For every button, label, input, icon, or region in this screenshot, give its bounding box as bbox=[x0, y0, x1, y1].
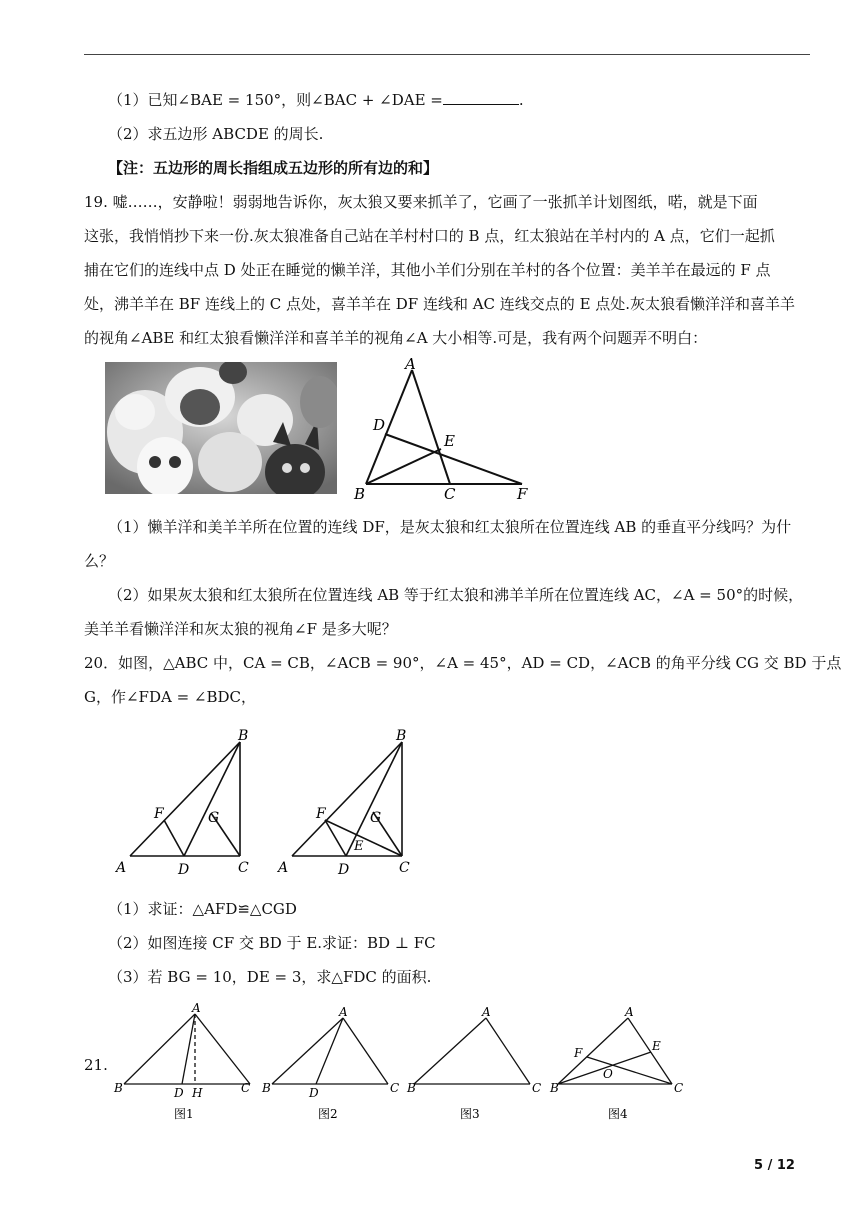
label-F: F bbox=[154, 806, 164, 822]
label-B: B bbox=[238, 728, 249, 744]
caption-fig1: 图1 bbox=[174, 1107, 194, 1121]
label-F: F bbox=[574, 1046, 583, 1060]
caption-fig4: 图4 bbox=[608, 1107, 628, 1121]
label-D: D bbox=[309, 1086, 319, 1100]
label-C: C bbox=[674, 1081, 684, 1095]
label-H: H bbox=[192, 1086, 203, 1100]
caption-fig3: 图3 bbox=[460, 1107, 480, 1121]
label-A: A bbox=[482, 1005, 491, 1019]
q19-text-3: 捕在它们的连线中点 D 处正在睡觉的懒羊洋，其他小羊们分别在羊村的各个位置：美羊羊在最远的 F 点 bbox=[84, 261, 771, 279]
q21-number: 21. bbox=[84, 1056, 108, 1074]
label-D: D bbox=[174, 1086, 184, 1100]
label-C: C bbox=[238, 860, 249, 876]
label-A: A bbox=[405, 356, 416, 373]
label-G: G bbox=[370, 810, 382, 826]
label-C: C bbox=[444, 485, 456, 503]
q20-figure-right bbox=[272, 726, 432, 876]
label-F: F bbox=[316, 806, 326, 822]
label-D: D bbox=[373, 416, 386, 434]
q19-question-1a: （1）懒羊洋和美羊羊所在位置的连线 DF，是灰太狼和红太狼所在位置连线 AB 的垂直平分线吗？为什 bbox=[108, 518, 792, 536]
label-B: B bbox=[262, 1081, 271, 1095]
caption-fig2: 图2 bbox=[318, 1107, 338, 1121]
q18-part2: （2）求五边形 ABCDE 的周长. bbox=[108, 125, 324, 143]
label-O: O bbox=[603, 1067, 613, 1081]
label-E: E bbox=[444, 432, 455, 450]
label-A: A bbox=[192, 1001, 201, 1015]
answer-blank bbox=[443, 90, 519, 105]
label-E: E bbox=[354, 839, 364, 854]
cartoon-photo bbox=[105, 362, 337, 494]
label-A: A bbox=[116, 860, 127, 876]
q19-triangle-figure bbox=[340, 356, 540, 506]
q19-question-2a: （2）如果灰太狼和红太狼所在位置连线 AB 等于红太狼和沸羊羊所在位置连线 AC，∠A = 50°的时候， bbox=[108, 586, 804, 604]
header-rule bbox=[84, 54, 810, 55]
label-A: A bbox=[278, 860, 289, 876]
label-A: A bbox=[339, 1005, 348, 1019]
label-C: C bbox=[390, 1081, 400, 1095]
label-B: B bbox=[396, 728, 407, 744]
q19-text-2: 这张，我悄悄抄下来一份.灰太狼准备自己站在羊村村口的 B 点，红太狼站在羊村内的 A 点，它们一起抓 bbox=[84, 227, 775, 245]
label-C: C bbox=[399, 860, 410, 876]
label-B: B bbox=[114, 1081, 123, 1095]
q20-text-2: G，作∠FDA = ∠BDC， bbox=[84, 688, 257, 706]
q21-figures bbox=[110, 1000, 700, 1130]
q20-part2: （2）如图连接 CF 交 BD 于 E.求证：BD ⊥ FC bbox=[108, 934, 436, 952]
q19-question-2b: 美羊羊看懒洋洋和灰太狼的视角∠F 是多大呢？ bbox=[84, 620, 397, 638]
q19-text-1: 19. 嘘……，安静啦！弱弱地告诉你，灰太狼又要来抓羊了，它画了一张抓羊计划图纸，喏，就是下面 bbox=[84, 193, 758, 211]
q20-part1: （1）求证：△AFD≌△CGD bbox=[108, 900, 297, 918]
label-C: C bbox=[532, 1081, 542, 1095]
label-B: B bbox=[550, 1081, 559, 1095]
label-D: D bbox=[338, 862, 350, 876]
q20-part3: （3）若 BG = 10，DE = 3，求△FDC 的面积. bbox=[108, 968, 432, 986]
q20-text-1: 20．如图，△ABC 中，CA = CB，∠ACB = 90°，∠A = 45°，AD = CD，∠ACB 的角平分线 CG 交 BD 于点 bbox=[84, 654, 842, 672]
page-number: 5 / 12 bbox=[754, 1158, 795, 1173]
label-B: B bbox=[407, 1081, 416, 1095]
label-B: B bbox=[354, 485, 366, 503]
q18-part1: （1）已知∠BAE = 150°，则∠BAC + ∠DAE = . bbox=[108, 91, 524, 109]
label-A: A bbox=[625, 1005, 634, 1019]
q19-text-5: 的视角∠ABE 和红太狼看懒洋洋和喜羊羊的视角∠A 大小相等.可是，我有两个问题弄不明白： bbox=[84, 329, 708, 347]
label-D: D bbox=[178, 862, 190, 876]
q19-text-4: 处，沸羊羊在 BF 连线上的 C 点处，喜羊羊在 DF 连线和 AC 连线交点的 E 点处.灰太狼看懒洋洋和喜羊羊 bbox=[84, 295, 796, 313]
label-E: E bbox=[652, 1039, 661, 1053]
label-F: F bbox=[517, 485, 528, 503]
q19-question-1b: 么？ bbox=[84, 552, 115, 570]
q18-note: 【注：五边形的周长指组成五边形的所有边的和】 bbox=[108, 159, 439, 177]
label-C: C bbox=[241, 1081, 251, 1095]
label-G: G bbox=[208, 810, 220, 826]
